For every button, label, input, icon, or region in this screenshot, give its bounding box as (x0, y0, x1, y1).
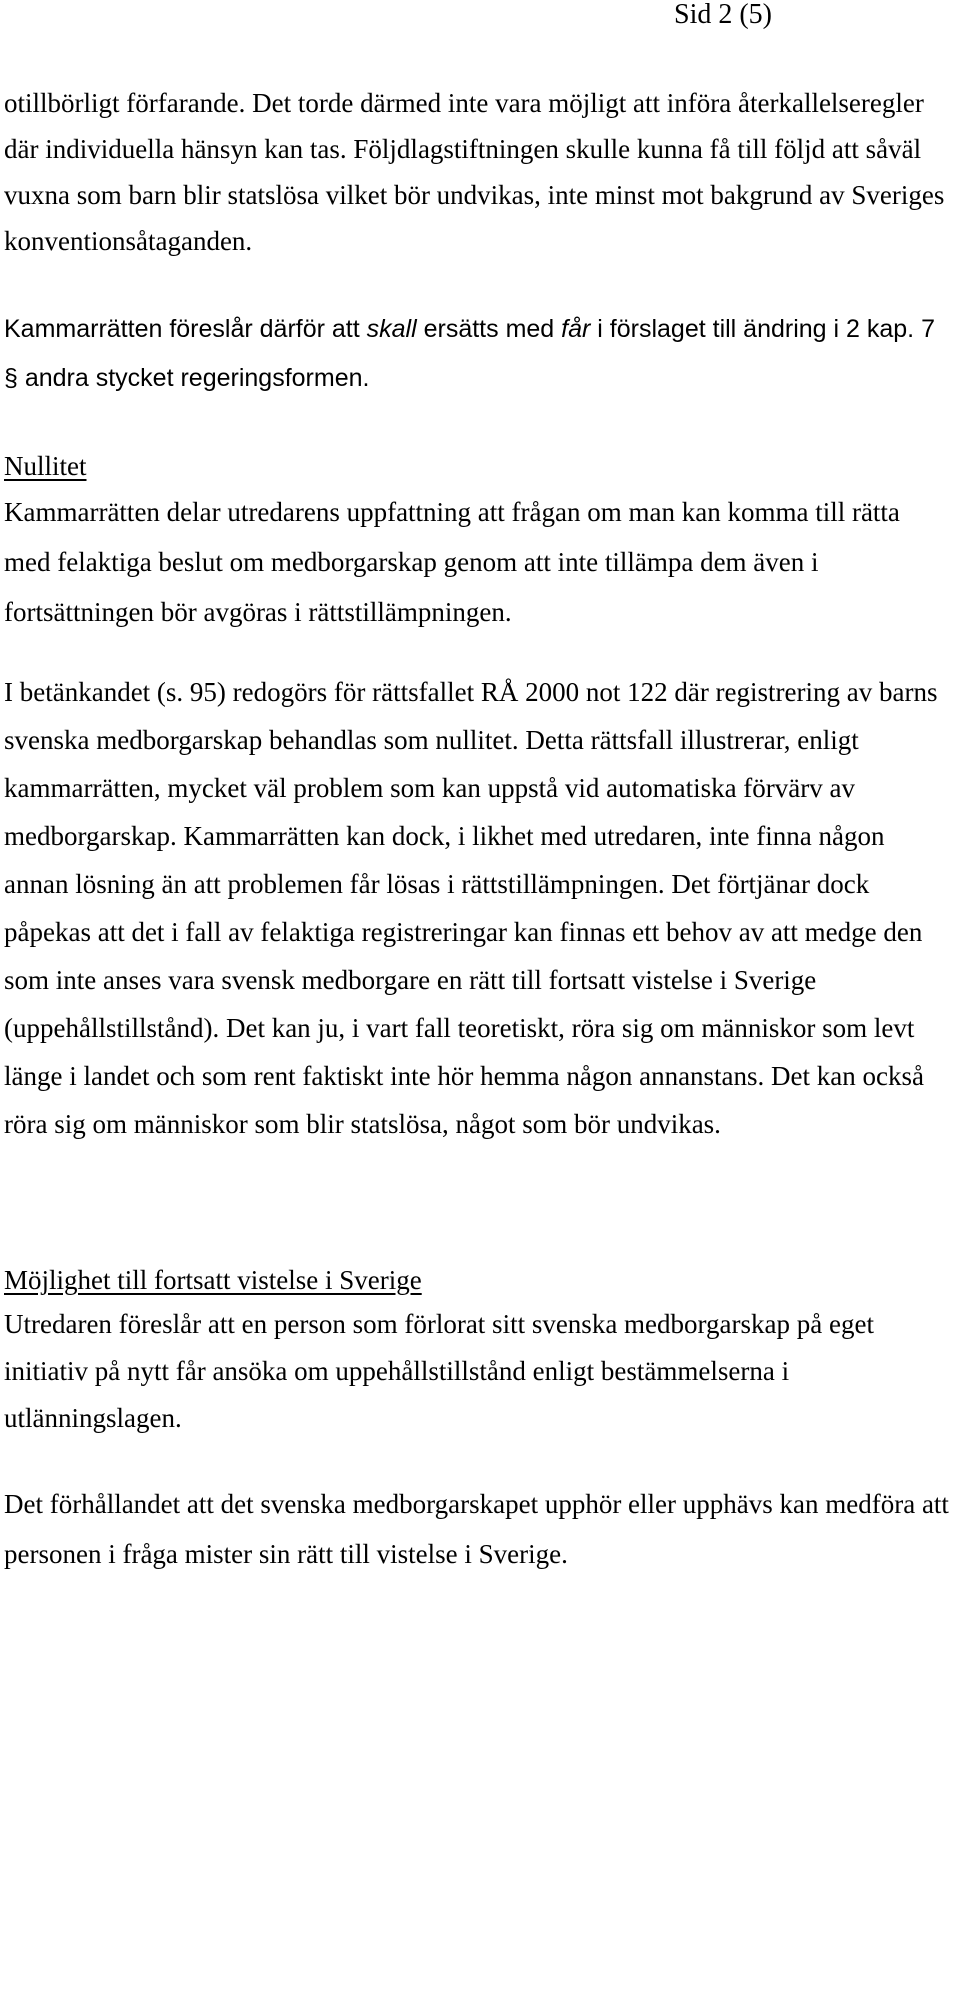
section-heading-nullitet: Nullitet (4, 451, 87, 481)
page-number: Sid 2 (5) (674, 0, 772, 30)
proposal-word-skall: skall (366, 315, 417, 343)
proposal-text-end: i förslaget till ändring i 2 kap. 7 § andra stycket regeringsformen. (4, 315, 935, 392)
paragraph-proposal (4, 305, 949, 403)
paragraph-residence-loss: Det förhållandet att det svenska medborgarskapet upphör eller upphävs kan medföra att personen i fråga mister sin rätt till vistelse i Sverige. (4, 1489, 949, 1569)
paragraph-statelessness: otillbörligt förfarande. Det torde därmed inte vara möjligt att införa återkallelseregler där individuella hänsyn kan tas. Följdlagstiftningen skulle kunna få till följd att såväl vuxna som barn blir statslösa vilket bör undvikas, inte minst mot bakgrund av Sveriges konventionsåtaganden. (4, 88, 945, 256)
section-heading-vistelse: Möjlighet till fortsatt vistelse i Sverige (4, 1265, 422, 1295)
proposal-word-far: får (561, 315, 591, 343)
proposal-text-middle: ersätts med (416, 315, 562, 343)
paragraph-case-law: I betänkandet (s. 95) redogörs för rättsfallet RÅ 2000 not 122 där registrering av barns svenska medborgarskap behandlas som nullitet. Detta rättsfall illustrerar, enligt kammarrätten, mycket väl problem som kan uppstå vid automatiska förvärv av medborgarskap. Kammarrätten kan dock, i likhet med utredaren, inte finna någon annan lösning än att problemen får lösas i rättstillämpningen. Det förtjänar dock påpekas att det i fall av felaktiga registreringar kan finnas ett behov av att medge den som inte anses vara svensk medborgare en rätt till fortsatt vistelse i Sverige (uppehållstillstånd). Det kan ju, i vart fall teoretiskt, röra sig om människor som levt länge i landet och som rent faktiskt inte hör hemma någon annanstans. Det kan också röra sig om människor som blir statslösa, något som bör undvikas. (4, 677, 938, 1139)
paragraph-nullitet: Kammarrätten delar utredarens uppfattning att frågan om man kan komma till rätta med felaktiga beslut om medborgarskap genom att inte tillämpa dem även i fortsättningen bör avgöras i rättstillämpningen. (4, 497, 900, 627)
paragraph-residence-proposal: Utredaren föreslår att en person som förlorat sitt svenska medborgarskap på eget initiativ på nytt får ansöka om uppehållstillstånd enligt bestämmelserna i utlänningslagen. (4, 1309, 874, 1433)
proposal-text-start: Kammarrätten föreslår därför att (4, 315, 367, 343)
